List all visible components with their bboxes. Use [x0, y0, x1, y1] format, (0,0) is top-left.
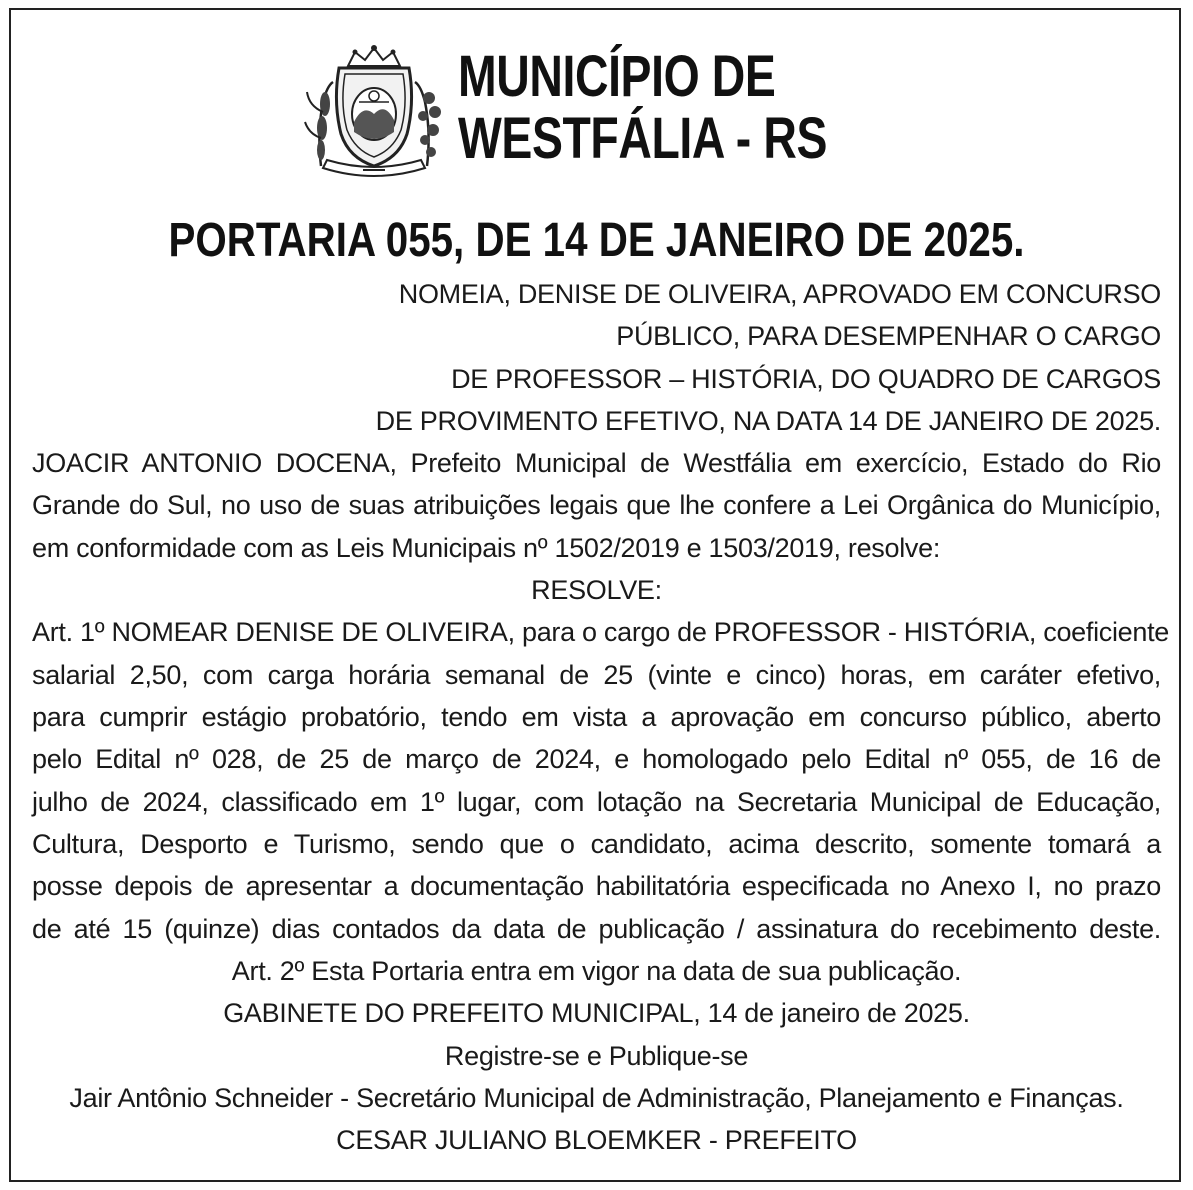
gabinete-line: GABINETE DO PREFEITO MUNICIPAL, 14 de janeiro de 2025. — [223, 998, 970, 1028]
article-1-line: posse depois de apresentar a documentação habilitatória especificada no Anexo I, no prazo — [32, 871, 1161, 901]
ementa-line: DE PROVIMENTO EFETIVO, NA DATA 14 DE JANEIRO DE 2025. — [375, 405, 1161, 436]
article-1-line: julho de 2024, classificado em 1º lugar, com lotação na Secretaria Municipal de Educação, — [32, 787, 1161, 817]
article-1-line: Art. 1º NOMEAR DENISE DE OLIVEIRA, para o cargo de PROFESSOR - HISTÓRIA, coeficiente — [32, 617, 1170, 647]
registre-line: Registre-se e Publique-se — [444, 1041, 749, 1071]
article-1-line: Cultura, Desporto e Turismo, sendo que o candidato, acima descrito, somente tomará a — [32, 829, 1161, 859]
municipal-coat-of-arms-icon — [303, 42, 445, 182]
resolve-label: RESOLVE: — [531, 575, 662, 605]
ementa-line: DE PROFESSOR – HISTÓRIA, DO QUADRO DE CARGOS — [451, 363, 1161, 394]
article-1-line: de até 15 (quinze) dias contados da data de publicação / assinatura do recebimento deste. — [32, 914, 1161, 944]
article-1-line: salarial 2,50, com carga horária semanal de 25 (vinte e cinco) horas, em caráter efetivo, — [32, 660, 1161, 690]
heading-line-2: WESTFÁLIA - RS — [458, 106, 827, 171]
ementa-block — [376, 273, 1161, 442]
ementa-line: PÚBLICO, PARA DESEMPENHAR O CARGO — [616, 321, 1161, 352]
preamble-line: em conformidade com as Leis Municipais nº 1502/2019 e 1503/2019, resolve: — [32, 533, 941, 563]
portaria-title: PORTARIA 055, DE 14 DE JANEIRO DE 2025. — [168, 214, 1025, 267]
article-1-line: para cumprir estágio probatório, tendo em vista a aprovação em concurso público, aberto — [32, 702, 1161, 732]
article-1-line: pelo Edital nº 028, de 25 de março de 2024, e homologado pelo Edital nº 055, de 16 de — [32, 744, 1161, 774]
preamble-line: JOACIR ANTONIO DOCENA, Prefeito Municipal de Westfália em exercício, Estado do Rio — [32, 448, 1161, 478]
municipality-heading — [458, 46, 827, 170]
secretario-signature: Jair Antônio Schneider - Secretário Municipal de Administração, Planejamento e Finanças. — [69, 1083, 1124, 1113]
article-2: Art. 2º Esta Portaria entra em vigor na data de sua publicação. — [231, 956, 962, 986]
prefeito-signature: CESAR JULIANO BLOEMKER - PREFEITO — [336, 1125, 857, 1155]
heading-line-1: MUNICÍPIO DE — [458, 44, 776, 109]
preamble-line: Grande do Sul, no uso de suas atribuições legais que lhe confere a Lei Orgânica do Município, — [32, 490, 1161, 520]
ementa-line: NOMEIA, DENISE DE OLIVEIRA, APROVADO EM CONCURSO — [398, 279, 1161, 309]
